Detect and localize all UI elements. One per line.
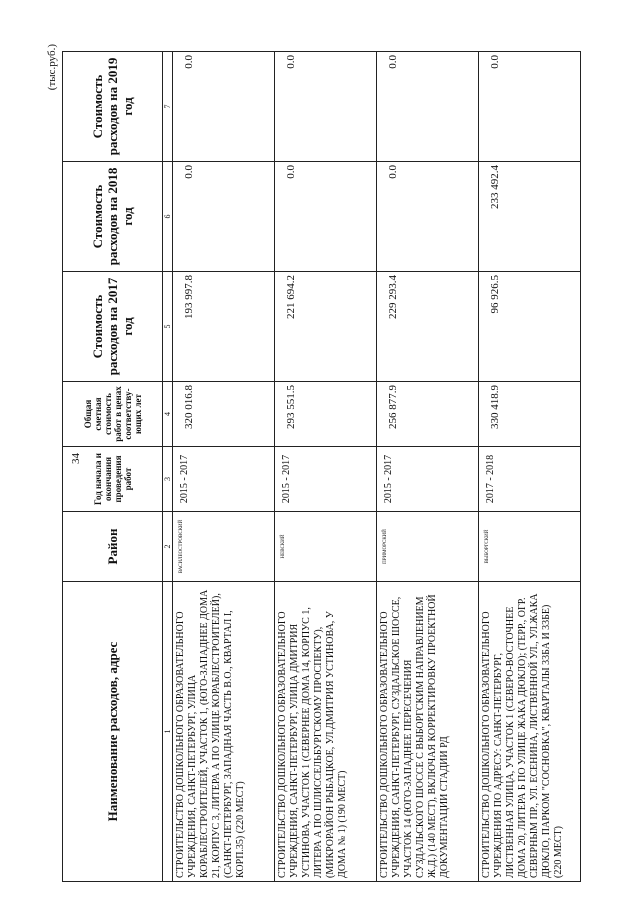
column-number: 4 — [163, 382, 173, 447]
total-cost: 256 877.9 — [377, 382, 479, 447]
cost-2019: 0.0 — [479, 52, 581, 162]
cost-2019: 0.0 — [275, 52, 377, 162]
work-period: 2015 - 2017 — [377, 447, 479, 512]
column-number: 3 — [163, 447, 173, 512]
header-2017: Стоимость расходов на 2017 год — [63, 272, 163, 382]
header-district: Район — [63, 512, 163, 582]
cost-2017: 193 997.8 — [173, 272, 275, 382]
expense-name: СТРОИТЕЛЬСТВО ДОШКОЛЬНОГО ОБРАЗОВАТЕЛЬНОГО УЧРЕЖДЕНИЯ ПО АДРЕСУ: САНКТ-ПЕТЕРБУРГ, ЛИСТВЕННАЯ УЛИЦА, УЧАСТОК 1 (СЕВЕРО-ВОСТОЧНЕЕ ДОМА 20, ЛИТЕРА Б ПО УЛИЦЕ ЖАКА ДЮКЛО); (ТЕРР., ОГР. СЕВЕРНЫМ ПР., УЛ. ЕСЕНИНА, ЛИСТВЕННОЙ УЛ., УЛ.ЖАКА ДЮКЛО, ПАРКОМ "СОСНОВКА", КВАРТАЛЫ 33БА И 33БЕ) (220 МЕСТ) — [479, 582, 581, 882]
column-number-row — [163, 52, 173, 882]
rotated-page — [42, 42, 572, 882]
district: ПРИМОРСКИЙ — [377, 512, 479, 582]
header-2018: Стоимость расходов на 2018 год — [63, 162, 163, 272]
header-name: Наименование расходов, адрес — [63, 582, 163, 882]
work-period: 2017 - 2018 — [479, 447, 581, 512]
cost-2019: 0.0 — [173, 52, 275, 162]
total-cost: 293 551.5 — [275, 382, 377, 447]
header-2019: Стоимость расходов на 2019 год — [63, 52, 163, 162]
cost-2017: 221 694.2 — [275, 272, 377, 382]
work-period: 2015 - 2017 — [173, 447, 275, 512]
column-number: 2 — [163, 512, 173, 582]
district: ВАСИЛЕОСТРОВСКИЙ — [173, 512, 275, 582]
cost-2019: 0.0 — [377, 52, 479, 162]
table-row — [173, 52, 275, 882]
cost-2017: 96 926.5 — [479, 272, 581, 382]
expense-name: СТРОИТЕЛЬСТВО ДОШКОЛЬНОГО ОБРАЗОВАТЕЛЬНОГО УЧРЕЖДЕНИЯ, САНКТ-ПЕТЕРБУРГ, СУЗДАЛЬСКОЕ ШОССЕ, УЧАСТОК 14 (ЮГО-ЗАПАДНЕЕ ПЕРЕСЕЧЕНИЯ СУЗДАЛЬСКОГО ШОССЕ С ВЫБОРГСКИМ НАПРАВЛЕНИЕМ Ж.Д.) (140 МЕСТ), ВКЛЮЧАЯ КОРРЕКТИРОВКУ ПРОЕКТНОЙ ДОКУМЕНТАЦИИ СТАДИИ РД — [377, 582, 479, 882]
table-row — [479, 52, 581, 882]
header-total: Общая сметная стоимость работ в ценах соответству-ющих лет — [63, 382, 163, 447]
total-cost: 330 418.9 — [479, 382, 581, 447]
page-number: 34 — [70, 453, 82, 464]
expense-name: СТРОИТЕЛЬСТВО ДОШКОЛЬНОГО ОБРАЗОВАТЕЛЬНОГО УЧРЕЖДЕНИЯ, САНКТ-ПЕТЕРБУРГ, УЛИЦА КОРАБЛЕСТРОИТЕЛЕЙ, УЧАСТОК 1, (ЮГО-ЗАПАДНЕЕ ДОМА 21, КОРПУС 3, ЛИТЕРА А ПО УЛИЦЕ КОРАБЛЕСТРОИТЕЛЕЙ), (САНКТ-ПЕТЕРБУРГ, ЗАПАДНАЯ ЧАСТЬ В.О., КВАРТАЛ I, КОРП.35) (220 МЕСТ) — [173, 582, 275, 882]
table-row — [377, 52, 479, 882]
units-label: (тыс.руб.) — [46, 44, 58, 91]
column-number: 5 — [163, 272, 173, 382]
district: ВЫБОРГСКИЙ — [479, 512, 581, 582]
column-number: 1 — [163, 582, 173, 882]
cost-2018: 0.0 — [275, 162, 377, 272]
expense-name: СТРОИТЕЛЬСТВО ДОШКОЛЬНОГО ОБРАЗОВАТЕЛЬНОГО УЧРЕЖДЕНИЯ, САНКТ-ПЕТЕРБУРГ, УЛИЦА ДМИТРИЯ УСТИНОВА, УЧАСТОК 1 (СЕВЕРНЕЕ ДОМА 14, КОРПУС 1, ЛИТЕРА А ПО ШЛИССЕЛЬБУРГСКОМУ ПРОСПЕКТУ), (МИКРОРАЙОН РЫБАЦКОЕ, УЛ.ДМИТРИЯ УСТИНОВА, У ДОМА № 1) (190 МЕСТ) — [275, 582, 377, 882]
work-period: 2015 - 2017 — [275, 447, 377, 512]
cost-2018: 0.0 — [377, 162, 479, 272]
column-number: 7 — [163, 52, 173, 162]
cost-2018: 233 492.4 — [479, 162, 581, 272]
header-period: Год начала и окончания проведения работ — [63, 447, 163, 512]
cost-2017: 229 293.4 — [377, 272, 479, 382]
cost-2018: 0.0 — [173, 162, 275, 272]
header-row — [63, 52, 163, 882]
total-cost: 320 016.8 — [173, 382, 275, 447]
expenses-table — [62, 51, 581, 882]
district: НЕВСКИЙ — [275, 512, 377, 582]
table-row — [275, 52, 377, 882]
column-number: 6 — [163, 162, 173, 272]
